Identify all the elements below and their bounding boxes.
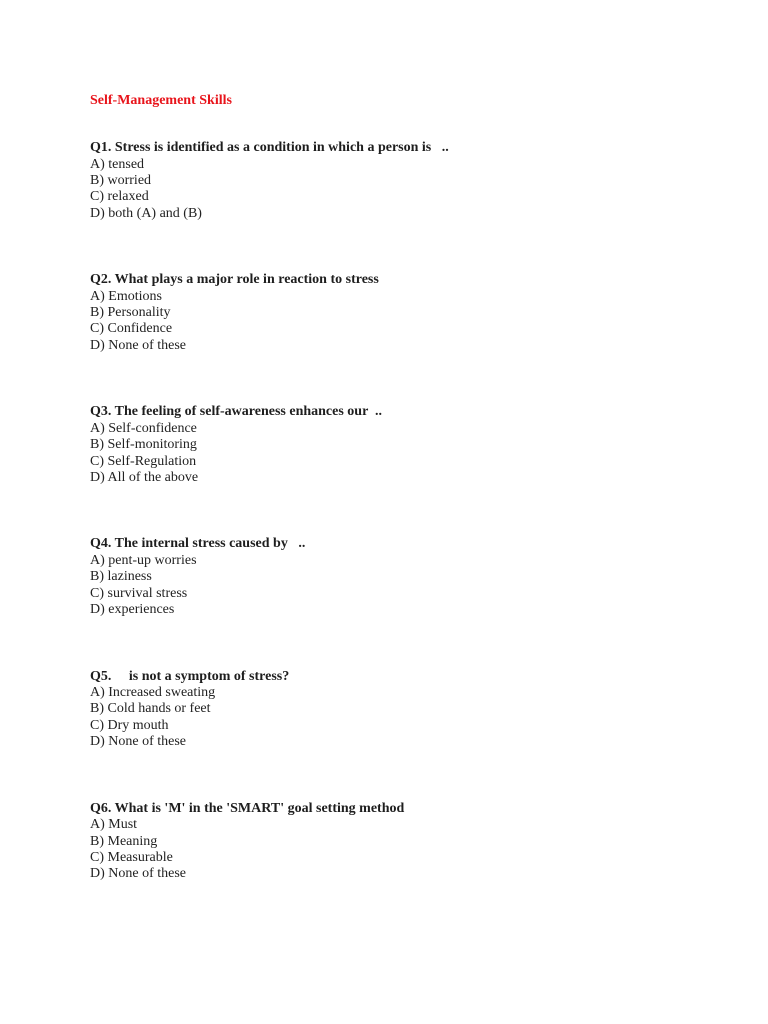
question-5	[90, 669, 710, 751]
option-d: D) None of these	[90, 337, 187, 353]
question-6	[90, 801, 710, 883]
option-c: C) Self-Regulation	[90, 453, 197, 469]
question-3	[90, 404, 710, 486]
option-c: C) survival stress	[90, 585, 188, 601]
question-1	[90, 140, 710, 222]
option-b: B) Cold hands or feet	[90, 701, 211, 717]
question-spacer	[90, 486, 710, 536]
question-text: Q3. The feeling of self-awareness enhances our ..	[90, 404, 383, 420]
option-b: B) Self-monitoring	[90, 437, 197, 453]
document-page	[90, 92, 710, 883]
option-b: B) Personality	[90, 305, 171, 321]
option-a: A) Increased sweating	[90, 685, 216, 700]
option-d: D) All of the above	[90, 469, 199, 485]
option-a: A) tensed	[90, 156, 145, 172]
question-2	[90, 272, 710, 354]
question-text: Q2. What plays a major role in reaction to stress	[90, 272, 379, 288]
question-text: Q6. What is 'M' in the 'SMART' goal setting method	[90, 800, 405, 816]
question-spacer	[90, 619, 710, 669]
question-4	[90, 536, 710, 618]
option-d: D) None of these	[90, 866, 187, 882]
question-spacer	[90, 222, 710, 272]
document-title: Self-Management Skills	[90, 93, 232, 108]
option-b: B) laziness	[90, 569, 152, 585]
option-c: C) Dry mouth	[90, 717, 169, 733]
question-text: Q1. Stress is identified as a condition in which a person is ..	[90, 140, 449, 155]
option-a: A) Self-confidence	[90, 420, 197, 436]
option-a: A) Must	[90, 817, 138, 833]
option-c: C) Confidence	[90, 321, 173, 337]
option-d: D) experiences	[90, 602, 175, 618]
option-d: D) None of these	[90, 734, 187, 750]
option-a: A) Emotions	[90, 288, 162, 304]
option-c: C) Measurable	[90, 849, 173, 865]
question-spacer	[90, 751, 710, 801]
option-c: C) relaxed	[90, 189, 149, 205]
question-text: Q5. is not a symptom of stress?	[90, 668, 290, 684]
option-a: A) pent-up worries	[90, 552, 197, 568]
question-text: Q4. The internal stress caused by ..	[90, 536, 306, 552]
option-b: B) worried	[90, 172, 152, 188]
question-spacer	[90, 354, 710, 404]
option-d: D) both (A) and (B)	[90, 205, 202, 221]
option-b: B) Meaning	[90, 833, 158, 849]
